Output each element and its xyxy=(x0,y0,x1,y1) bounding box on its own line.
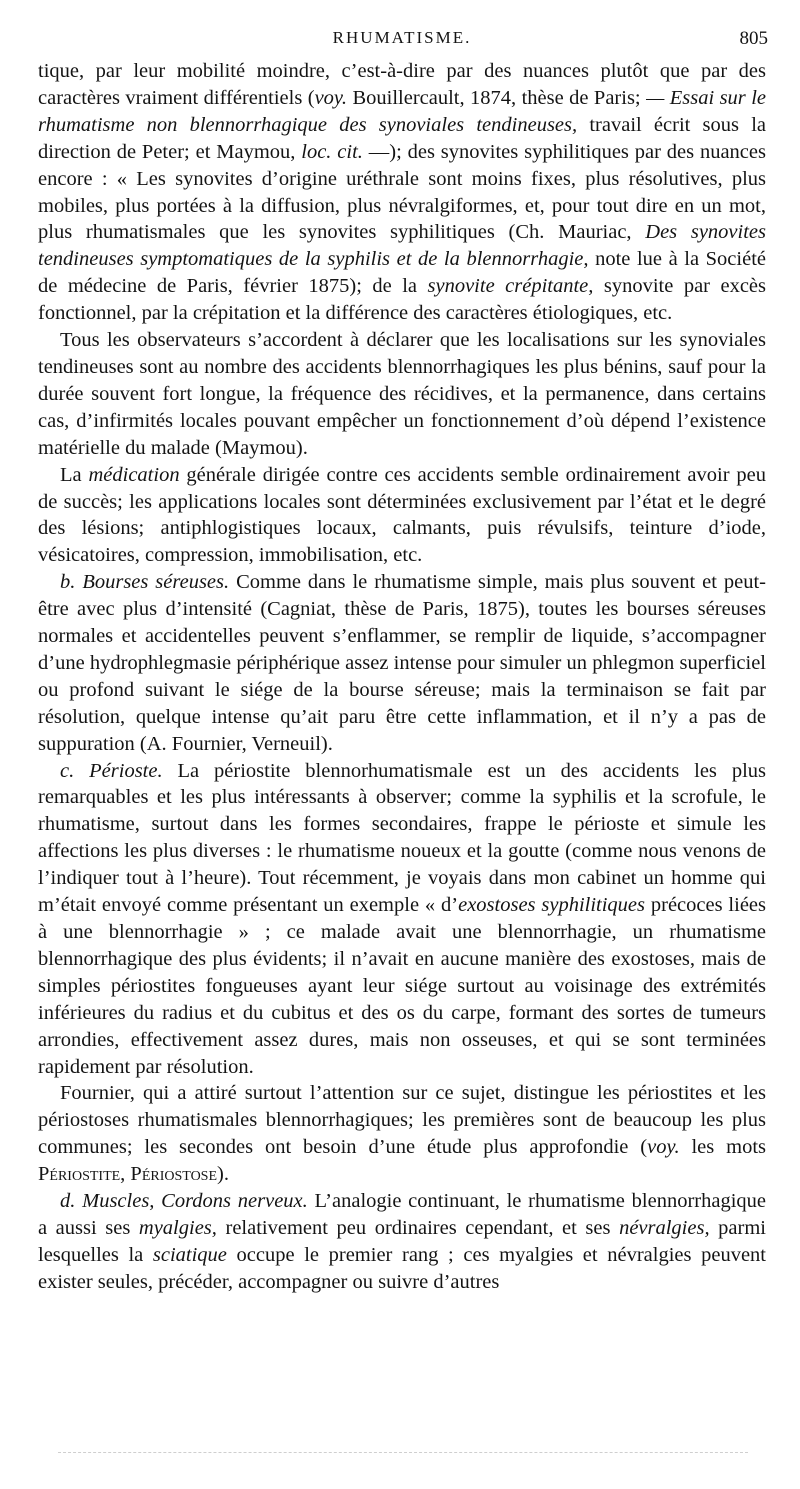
italic-run: Des synovites tendineuses symptomatiques de la syphilis et de la blennorrhagie, xyxy=(38,221,766,271)
italic-run: exostoses syphilitiques xyxy=(458,894,646,917)
text-run: Bouillercault, 1874, thèse de Paris; xyxy=(347,86,647,109)
text-run: —); des synovites syphilitiques par des nuances encore : « Les synovites d’origine uréthrale sont moins fixes, plus résolutives, plus mobiles, plus portées à la diffusion, plus névralgiformes, et, pour tout dire en un mot, plus rhumatismales que les synovites syphilitiques (Ch. Mauriac, xyxy=(38,140,766,244)
text-run: tique, par leur mobilité moindre, c’est-à-dire par des nuances plutôt que par des caractères vraiment différentiels ( xyxy=(38,60,766,109)
text-run: Comme dans le rhumatisme simple, mais plus souvent et peut-être avec plus d’intensité (Cagniat, thèse de Paris, 1875), toutes les bourses séreuses normales et accidentelles peuvent s’enflammer, se remplir de liquide, s’accompagner d’une hydrophlegmasie périphérique assez intense pour simuler un phlegmon superficiel ou profond suivant le siége de la bourse séreuse; mais la terminaison se fait par résolution, quelque intense qu’ait paru être cette inflammation, et il n’y a pas de suppuration (A. Fournier, Verneuil). xyxy=(38,571,766,755)
text-run: La périostite blennorhumatismale est un des accidents les plus remarquables et les plus intéressants à observer; comme la syphilis et la scrofule, le rhumatisme, surtout dans les formes secondaires, frappe le périoste et simule les affections les plus diverses : le rhumatisme noueux et la goutte (comme nous venons de l’indiquer tout à l’heure). Tout récemment, je voyais dans mon cabinet un homme qui m’était envoyé comme présentant un exemple « d’ xyxy=(38,759,766,917)
text-run: Tous les observateurs s’accordent à déclarer que les localisations sur les synoviales tendineuses sont au nombre des accidents blennorrhagiques les plus bénins, sauf pour la durée souvent fort longue, la fréquence des récidives, et la permanence, dans certains cas, d’infirmités locales pouvant empêcher un fonctionnement d’où dépend l’existence matérielle du malade (Maymou). xyxy=(38,329,766,459)
body-text xyxy=(38,58,766,1296)
italic-run: d. Muscles, Cordons nerveux. xyxy=(60,1190,308,1213)
small-caps-run: Périostose xyxy=(130,1163,218,1186)
italic-run: synovite crépitante, xyxy=(427,275,594,298)
text-run: ). xyxy=(217,1163,229,1186)
italic-run: c. Périoste. xyxy=(60,759,163,782)
text-run: générale dirigée contre ces accidents semble ordinairement avoir peu de succès; les applications locales sont déterminées exclusivement par l’état et le degré des lésions; antiphlogistiques locaux, calmants, puis révulsifs, teinture d’iode, vésicatoires, compression, immobilisation, etc. xyxy=(38,463,767,567)
bleed-through-rule xyxy=(58,1452,748,1453)
page xyxy=(38,24,766,1296)
running-title: RHUMATISME. xyxy=(332,28,472,47)
italic-run: — Essai sur le rhumatisme non blennorrhagique des synoviales tendineuses, xyxy=(38,86,767,136)
text-run: L’analogie continuant, le rhumatisme blennorrhagique a aussi ses xyxy=(38,1190,766,1239)
paragraph-perioste xyxy=(38,758,766,1081)
italic-run: sciatique xyxy=(152,1243,227,1266)
paragraph-bourses-sereuses xyxy=(38,569,766,757)
italic-run: b. Bourses séreuses. xyxy=(60,571,230,594)
text-run: note lue à la Société de médecine de Paris, février 1875); de la xyxy=(38,248,766,298)
paragraph-medication xyxy=(38,462,766,570)
italic-run: médication xyxy=(88,463,180,486)
text-run: synovite par excès fonctionnel, par la crépitation et la différence des caractères étiologiques, etc. xyxy=(38,275,766,325)
italic-run: voy. xyxy=(647,1136,680,1159)
italic-run: loc. cit. xyxy=(301,140,363,163)
italic-run: névralgies, xyxy=(619,1216,710,1239)
text-run: précoces liées à une blennorrhagie » ; ce malade avait une blennorrhagie, un rhumatisme blennorrhagique des plus évidents; il n’avait en aucune manière des exostoses, mais de simples périostites fongueuses ayant leur siége surtout au voisinage des extrémités inférieures du radius et du cubitus et des os du carpe, formant des sortes de tumeurs arrondies, effectivement assez dures, mais non osseuses, et qui se sont terminées rapidement par résolution. xyxy=(38,894,766,1078)
text-run: relativement peu ordinaires cependant, et ses xyxy=(216,1216,620,1239)
text-run: parmi lesquelles la xyxy=(38,1216,766,1266)
running-header xyxy=(38,24,766,58)
paragraph-fournier xyxy=(38,1080,766,1188)
page-number: 805 xyxy=(739,28,768,49)
paragraph-muscles-nerfs xyxy=(38,1188,766,1296)
text-run: les mots xyxy=(679,1136,766,1159)
italic-run: voy. xyxy=(314,86,348,109)
paragraph-benign-localisations xyxy=(38,327,766,462)
small-caps-run: Périostite xyxy=(38,1163,121,1186)
text-run: , xyxy=(120,1163,131,1186)
text-run: travail écrit sous la direction de Peter; et Maymou, xyxy=(38,113,766,163)
text-run: occupe le premier rang ; ces myalgies et névralgies peuvent exister seules, précéder, accompagner ou suivre d’autres xyxy=(38,1243,766,1293)
text-run: Fournier, qui a attiré surtout l’attention sur ce sujet, distingue les périostites et les périostoses rhumatismales blennorrhagiques; les premières sont de beaucoup les plus communes; les secondes ont besoin d’une étude plus approfondie ( xyxy=(38,1082,766,1159)
paragraph-synovites-continued xyxy=(38,58,766,327)
text-run: La xyxy=(60,463,89,486)
italic-run: myalgies, xyxy=(138,1216,217,1239)
